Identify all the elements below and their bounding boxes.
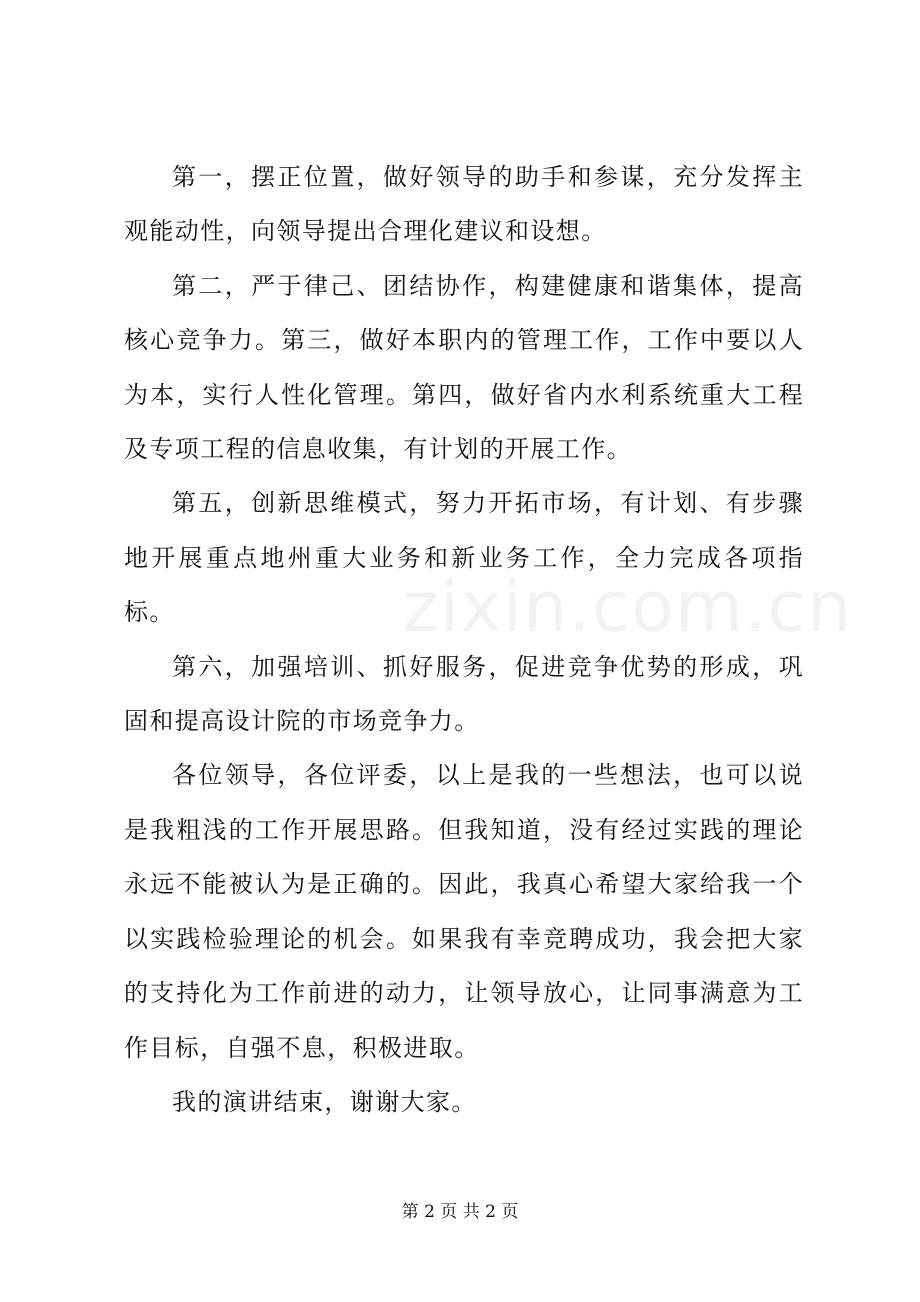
paragraph-3: 第五，创新思维模式，努力开拓市场，有计划、有步骤地开展重点地州重大业务和新业务工作，全力完成各项指标。: [124, 489, 804, 627]
paragraph-5: 各位领导，各位评委，以上是我的一些想法，也可以说是我粗浅的工作开展思路。但我知道，没有经过实践的理论永远不能被认为是正确的。因此，我真心希望大家给我一个以实践检验理论的机会。如果我有幸竞聘成功，我会把大家的支持化为工作前进的动力，让领导放心，让同事满意为工作目标，自强不息，积极进取。: [124, 761, 804, 1062]
paragraph-2: 第二，严于律己、团结协作，构建健康和谐集体，提高核心竞争力。第三，做好本职内的管理工作，工作中要以人为本，实行人性化管理。第四，做好省内水利系统重大工程及专项工程的信息收集，有计划的开展工作。: [124, 271, 804, 464]
page-footer: 第 2 页 共 2 页: [401, 1202, 519, 1222]
paragraph-6: 我的演讲结束，谢谢大家。: [172, 1087, 477, 1116]
document-body: [124, 150, 804, 1129]
paragraph-1: 第一，摆正位置，做好领导的助手和参谋，充分发挥主观能动性，向领导提出合理化建议和设想。: [124, 163, 804, 246]
paragraph-4: 第六，加强培训、抓好服务，促进竞争优势的形成，巩固和提高设计院的市场竞争力。: [124, 652, 804, 736]
